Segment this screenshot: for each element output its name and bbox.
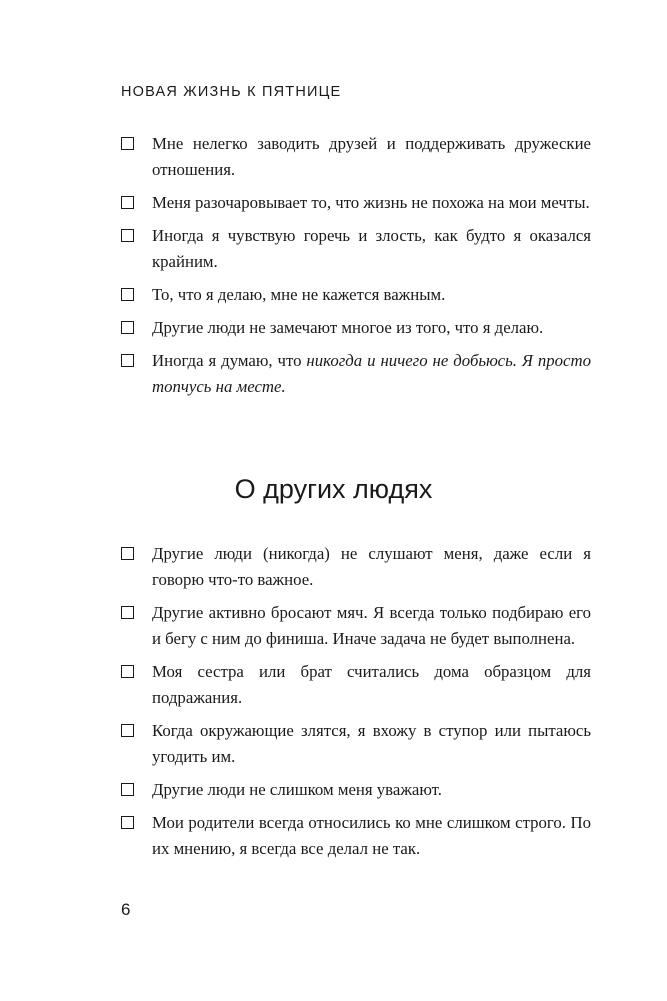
- list-item: [121, 223, 591, 275]
- item-text: Другие активно бросают мяч. Я всегда только подбираю его и бегу с ним до финиша. Иначе задача не будет выполнена.: [152, 603, 591, 648]
- list-item: [121, 659, 591, 711]
- checkbox-icon[interactable]: [121, 665, 134, 678]
- section-title: О других людях: [234, 474, 433, 504]
- list-item: [121, 777, 591, 803]
- checklist-about-others: [121, 541, 591, 869]
- list-item: [121, 348, 591, 400]
- item-text-italic: никогда и ничего не добьюсь. Я просто топчусь на месте.: [152, 351, 591, 396]
- item-text: Иногда я чувствую горечь и злость, как будто я оказался крайним.: [152, 226, 591, 271]
- checkbox-icon[interactable]: [121, 606, 134, 619]
- checkbox-icon[interactable]: [121, 229, 134, 242]
- checkbox-icon[interactable]: [121, 321, 134, 334]
- checklist-about-self: [121, 131, 591, 407]
- item-text-lead: Иногда я думаю, что: [152, 351, 307, 370]
- page-number: 6: [121, 900, 131, 919]
- item-text: Мне нелегко заводить друзей и поддерживать дружеские отношения.: [152, 134, 591, 179]
- running-head: НОВАЯ ЖИЗНЬ К ПЯТНИЦЕ: [121, 84, 342, 100]
- checkbox-icon[interactable]: [121, 816, 134, 829]
- list-item: [121, 541, 591, 593]
- list-item: [121, 718, 591, 770]
- checkbox-icon[interactable]: [121, 783, 134, 796]
- list-item: [121, 282, 591, 308]
- list-item: [121, 131, 591, 183]
- checkbox-icon[interactable]: [121, 137, 134, 150]
- checkbox-icon[interactable]: [121, 724, 134, 737]
- checkbox-icon[interactable]: [121, 196, 134, 209]
- item-text: Другие люди не замечают многое из того, что я делаю.: [152, 318, 544, 337]
- item-text: Меня разочаровывает то, что жизнь не похожа на мои мечты.: [152, 193, 590, 212]
- checkbox-icon[interactable]: [121, 354, 134, 367]
- list-item: [121, 315, 591, 341]
- list-item: [121, 810, 591, 862]
- checkbox-icon[interactable]: [121, 288, 134, 301]
- item-text: Моя сестра или брат считались дома образцом для подражания.: [152, 662, 591, 707]
- list-item: [121, 600, 591, 652]
- item-text: Мои родители всегда относились ко мне слишком строго. По их мнению, я всегда все делал не так.: [152, 813, 591, 858]
- item-text: Другие люди не слишком меня уважают.: [152, 780, 442, 799]
- item-text: Другие люди (никогда) не слушают меня, даже если я говорю что-то важное.: [152, 544, 591, 589]
- checkbox-icon[interactable]: [121, 547, 134, 560]
- item-text: То, что я делаю, мне не кажется важным.: [152, 285, 446, 304]
- list-item: [121, 190, 591, 216]
- item-text: Когда окружающие злятся, я вхожу в ступор или пытаюсь угодить им.: [152, 721, 591, 766]
